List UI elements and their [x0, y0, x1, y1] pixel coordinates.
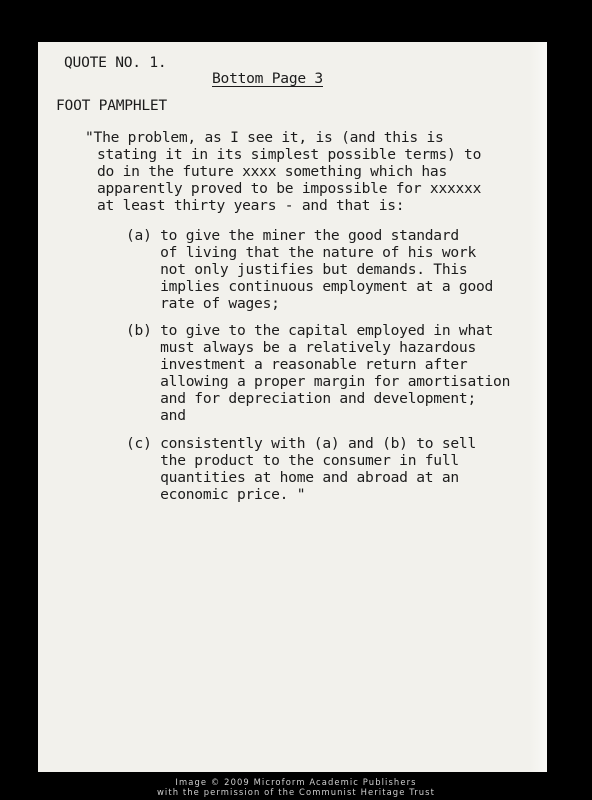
- text-line: of living that the nature of his work: [126, 244, 476, 261]
- text-line: at least thirty years - and that is:: [97, 197, 405, 214]
- text-line: economic price. ": [126, 486, 306, 503]
- permission-line: with the permission of the Communist Heritage Trust: [156, 787, 436, 797]
- text-line: not only justifies but demands. This: [126, 261, 468, 278]
- typed-document-page: [38, 42, 547, 772]
- text-line: and for depreciation and development;: [126, 390, 476, 407]
- text-line: do in the future xxxx something which has: [97, 163, 447, 180]
- text-line: must always be a relatively hazardous: [126, 339, 476, 356]
- text-line: investment a reasonable return after: [126, 356, 468, 373]
- page-reference: Bottom Page 3: [212, 70, 323, 87]
- text-line: the product to the consumer in full: [126, 452, 459, 469]
- quote-number: QUOTE NO. 1.: [64, 54, 167, 71]
- text-line: implies continuous employment at a good: [126, 278, 494, 295]
- text-line: apparently proved to be impossible for xxxxxx: [97, 180, 482, 197]
- source-title: FOOT PAMPHLET: [56, 97, 167, 114]
- text-line: allowing a proper margin for amortisation: [126, 373, 511, 390]
- text-line: stating it in its simplest possible terms) to: [97, 146, 482, 163]
- text-line: (c) consistently with (a) and (b) to sell: [126, 435, 476, 452]
- text-line: (b) to give to the capital employed in what: [126, 322, 494, 339]
- text-line: (a) to give the miner the good standard: [126, 227, 459, 244]
- text-line: and: [126, 407, 186, 424]
- copyright-footer: [0, 777, 592, 797]
- copyright-line: Image © 2009 Microform Academic Publishers: [175, 777, 417, 787]
- text-line: "The problem, as I see it, is (and this is: [85, 129, 444, 146]
- text-line: rate of wages;: [126, 295, 280, 312]
- text-line: quantities at home and abroad at an: [126, 469, 459, 486]
